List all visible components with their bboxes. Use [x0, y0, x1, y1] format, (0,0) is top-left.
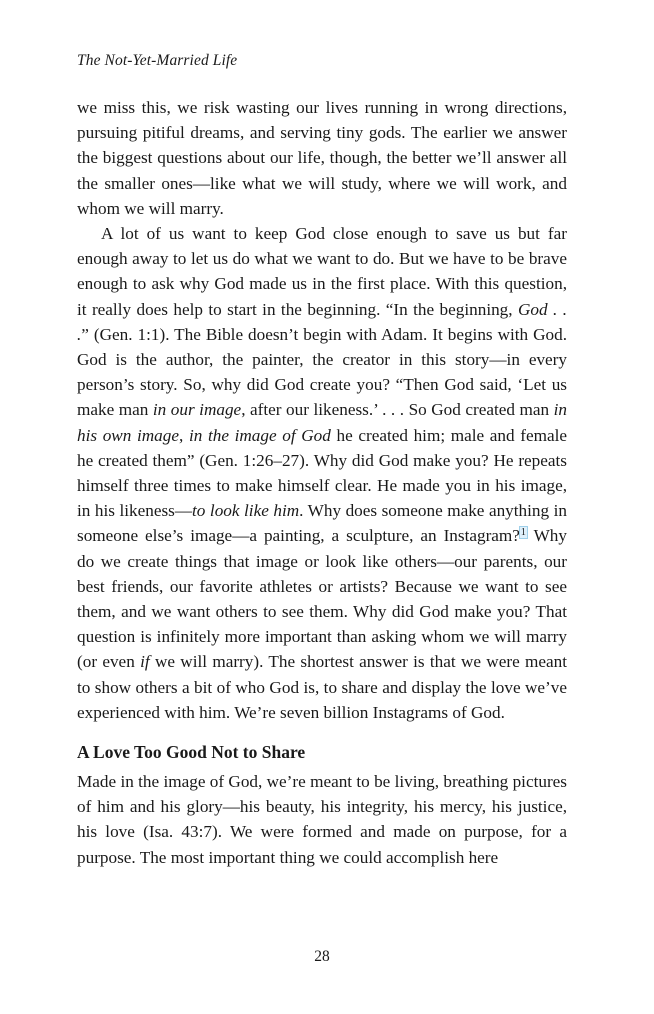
page-number: 28 [314, 948, 330, 965]
section-heading: A Love Too Good Not to Share [77, 742, 306, 763]
paragraph-love-too-good: Made in the image of God, we’re meant to be living, breathing pictures of him and his glory—his beauty, his integrity, his mercy, his justice, his love (Isa. 43:7). We were formed and made on purpose, for a purpose. The most important thing we could accomplish here [77, 772, 567, 867]
italic-run: in our image [152, 400, 242, 420]
text-run: . Why does someone make anything in someone else’s image—a painting, a sculpture, an Instagram? [77, 501, 567, 546]
italic-run: to look like him [192, 501, 300, 521]
paragraph-god-image [77, 221, 567, 725]
text-run: Why do we create things that image or look like others—our parents, our best friends, our favorite athletes or artists? Because we want to see them, and we want others to see them. Why did God make you? That question is infinitely more important than asking whom we will marry (or even [77, 526, 567, 672]
text-run: ” (Gen. 1:1). The Bible doesn’t begin with Adam. It begins with God. God is the author, the painter, the creator in this story—in every person’s story. So, why did God create you? “Then God said, ‘Let us make man [77, 324, 567, 420]
body-text [77, 95, 567, 870]
text-run: A lot of us want to keep God close enough to save us but far enough away to let us do what we want to do. But we have to be brave enough to ask why God made us in the first place. With this question, it really does help to start in the beginning. “In the beginning, [77, 224, 567, 319]
italic-run: God . . . [77, 299, 567, 344]
text-run: , after our likeness.’ . . . So God created man [241, 400, 554, 420]
italic-run: if [140, 652, 150, 672]
text-run: he created him; male and female he created them” (Gen. 1:26–27). Why did God make you? He repeats himself three times to make himself clear. He made you in his image, in his likeness— [77, 425, 567, 521]
running-head: The Not-Yet-Married Life [77, 52, 238, 69]
text-run: , [179, 425, 189, 445]
footnote-reference-link[interactable]: 1 [520, 526, 526, 538]
text-run: we will marry). The shortest answer is that we were meant to show others a bit of who God is, to share and display the love we’ve experienced with him. We’re seven billion Instagrams of God. [77, 652, 567, 722]
italic-run: in the image of God [188, 425, 331, 445]
italic-run: in his own image [77, 400, 568, 445]
paragraph-continuation: we miss this, we risk wasting our lives running in wrong directions, pursuing pitiful dreams, and serving tiny gods. The earlier we answer the biggest questions about our life, though, the better we’ll answer all the smaller ones—like what we will study, where we will work, and whom we will marry. [77, 98, 567, 218]
